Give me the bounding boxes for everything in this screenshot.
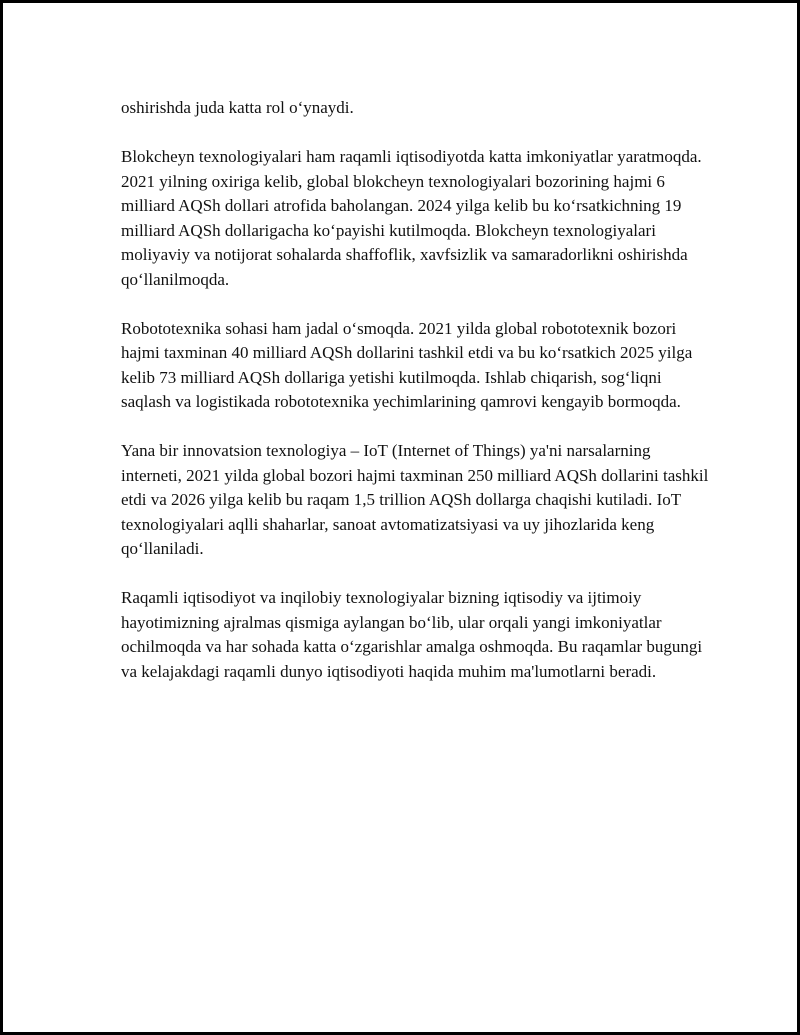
document-body <box>121 96 711 709</box>
paragraph-blockchain: Blokcheyn texnologiyalari ham raqamli iqtisodiyotda katta imkoniyatlar yaratmoqda. 2021 yilning oxiriga kelib, global blokcheyn texnologiyalari bozorining hajmi 6 milliard AQSh dollari atrofida baholangan. 2024 yilga kelib bu ko‘rsatkichning 19 milliard AQSh dollarigacha ko‘payishi kutilmoqda. Blokcheyn texnologiyalari moliyaviy va notijorat sohalarda shaffoflik, xavfsizlik va samaradorlikni oshirishda qo‘llanilmoqda. <box>121 147 702 289</box>
paragraph-iot: Yana bir innovatsion texnologiya – IoT (Internet of Things) ya'ni narsalarning interneti, 2021 yilda global bozori hajmi taxminan 250 milliard AQSh dollarini tashkil etdi va 2026 yilga kelib bu raqam 1,5 trillion AQSh dollarga chaqishi kutiladi. IoT texnologiyalari aqlli shaharlar, sanoat avtomatizatsiyasi va uy jihozlarida keng qo‘llaniladi. <box>121 441 709 558</box>
paragraph-robotics: Robototexnika sohasi ham jadal o‘smoqda. 2021 yilda global robototexnik bozori hajmi taxminan 40 milliard AQSh dollarini tashkil etdi va bu ko‘rsatkich 2025 yilga kelib 73 milliard AQSh dollariga yetishi kutilmoqda. Ishlab chiqarish, sog‘liqni saqlash va logistikada robototexnika yechimlarining qamrovi kengayib bormoqda. <box>121 318 693 411</box>
paragraph-conclusion: Raqamli iqtisodiyot va inqilobiy texnologiyalar bizning iqtisodiy va ijtimoiy hayotimizning ajralmas qismiga aylangan bo‘lib, ular orqali yangi imkoniyatlar ochilmoqda va har sohada katta o‘zgarishlar amalga oshmoqda. Bu raqamlar bugungi va kelajakdagi raqamli dunyo iqtisodiyoti haqida muhim ma'lumotlarni beradi. <box>121 588 703 681</box>
paragraph-continuation: oshirishda juda katta rol o‘ynaydi. <box>121 98 354 117</box>
